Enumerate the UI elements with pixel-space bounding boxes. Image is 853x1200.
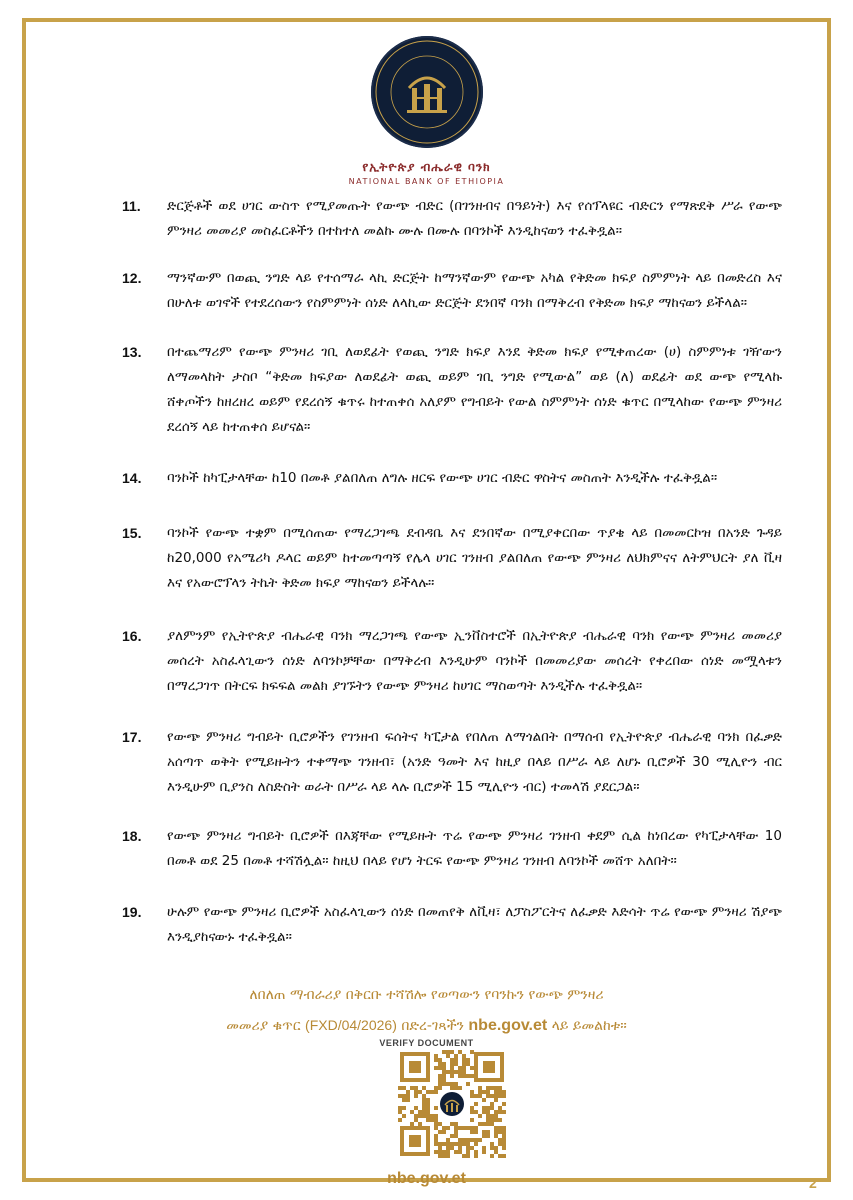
item-text: ያለምንም የኢትዮጵያ ብሔራዊ ባንክ ማረጋገጫ የውጭ ኢንቨስተሮች በኢትዮጵያ ብሔራዊ ባንክ የውጭ ምንዛሪ መመሪያ መሰረት አስፈላጊውን ሰነድ ለባንኮቻቸው በማቅረብ እንዲሁም ባንኮች በመመሪያው መሰረት የቀረበው ሰነድ መሟላቱን በማረጋገጥ በትርፍ ክፍፍል መልክ ያገኙትን የውጭ ምንዛሪ ከሀገር ማስወጣት እንዲችሉ ተፈቅዷል። bbox=[167, 628, 782, 694]
qr-code-icon bbox=[398, 1050, 506, 1158]
item-number: 17. bbox=[122, 729, 142, 745]
item-text: ሁሉም የውጭ ምንዛሪ ቢሮዎች አስፈላጊውን ሰነድ በመጠየቅ ለቪዛ፣ ለፓስፖርትና ለፈቃድ እድሳት ጥሬ የውጭ ምንዛሪ ሽያጭ እንዲያከናውኑ ተፈቅዷል። bbox=[167, 904, 782, 945]
item-number: 15. bbox=[122, 525, 142, 541]
footer-website[interactable]: nbe.gov.et bbox=[387, 1170, 466, 1187]
item-text: በተጨማሪም የውጭ ምንዛሪ ገቢ ለወደፊት የወጪ ንግድ ክፍያ እንደ ቅድመ ክፍያ የሚቀጠረው (ሀ) ስምምነቱ ገዥውን ለማመላከት ታስቦ “ቅድመ ክፍያው ለወደፊት ወጪ ወይም ገቢ ንግድ የሚውል” ወይ (ለ) ወደፊት ወደ ውጭ የሚላኩ ሸቀጦችን ከዘረዘረ ወይም የደረሰኝ ቁጥሩ ከተጠቀሰ አለያም የግብይት የውል ስምምነት ሰነድ ቁጥር በሚላከው የውጭ ምንዛሪ ደረሰኝ ላይ ከተጠቀሰ ይሆናል። bbox=[167, 344, 782, 435]
note-line-2 bbox=[26, 1010, 827, 1041]
bank-name-english: NATIONAL BANK OF ETHIOPIA bbox=[348, 177, 505, 186]
note-line-2-mid: በድረ-ገጻችን bbox=[401, 1018, 464, 1034]
website-link[interactable]: nbe.gov.et bbox=[468, 1017, 548, 1034]
list-item bbox=[122, 521, 782, 596]
list-item bbox=[122, 900, 782, 950]
bank-seal-logo bbox=[371, 36, 483, 148]
reference-note bbox=[26, 980, 827, 1041]
item-number: 14. bbox=[122, 470, 142, 486]
item-text: ባንኮች የውጭ ተቋም በሚሰጠው የማረጋገጫ ደብዳቤ እና ደንበኛው በሚያቀርበው ጥያቄ ላይ በመመርኮዝ በአንድ ጉዳይ ከ20,000 የአሜሪካ ዶላር ወይም ከተመጣጣኝ የሌላ ሀገር ገንዘብ ያልበለጠ የውጭ ምንዛሪ ለህክምናና ለትምህርት ያለ ቪዛ እና የአውሮፕላን ትኬት ቅድመ ክፍያ ማከናወን ይችላሉ። bbox=[167, 525, 782, 591]
note-line-2-pre: መመሪያ ቁጥር bbox=[226, 1018, 301, 1034]
list-item bbox=[122, 340, 782, 440]
bank-name-amharic: የኢትዮጵያ ብሔራዊ ባንክ bbox=[362, 160, 491, 174]
list-item bbox=[122, 725, 782, 800]
item-number: 18. bbox=[122, 828, 142, 844]
header bbox=[26, 36, 827, 186]
page-border bbox=[22, 18, 831, 1191]
directive-code: (FXD/04/2026) bbox=[305, 1017, 397, 1033]
item-text: ማንኛውም በወጪ ንግድ ላይ የተሰማራ ላኪ ድርጅት ከማንኛውም የውጭ አካል የቅድመ ክፍያ ስምምነት ላይ በመድረስ እና በሁለቱ ወገኖች የተደረሰውን የስምምነት ሰነድ ለላኪው ድርጅት ደንበኛ ባንክ በማቅረብ የቅድመ ክፍያ ማከናወን ይችላል። bbox=[167, 270, 782, 311]
verify-document-label: VERIFY DOCUMENT bbox=[379, 1038, 474, 1048]
list-item bbox=[122, 266, 782, 316]
list-item bbox=[122, 466, 782, 491]
item-number: 13. bbox=[122, 344, 142, 360]
directive-list bbox=[122, 194, 782, 975]
list-item bbox=[122, 824, 782, 874]
item-text: የውጭ ምንዛሪ ግብይት ቢሮዎች በእጃቸው የሚይዙት ጥሬ የውጭ ምንዛሪ ገንዘብ ቀደም ሲል ከነበረው የካፒታላቸው 10 በመቶ ወደ 25 በመቶ ተሻሽሏል። ከዚህ በላይ የሆነ ትርፍ የውጭ ምንዛሪ ገንዘብ ለባንኮች መሸጥ አለበት። bbox=[167, 828, 782, 869]
item-number: 16. bbox=[122, 628, 142, 644]
note-line-2-post: ላይ ይመልከቱ። bbox=[551, 1018, 627, 1034]
item-text: የውጭ ምንዛሪ ግብይት ቢሮዎችን የገንዘብ ፍሰትና ካፒታል የበለጠ ለማጎልበት በማሰብ የኢትዮጵያ ብሔራዊ ባንክ በፈቃድ አሰጣጥ ወቅት የሚይዙትን ተቀማጭ ገንዘብ፣ (አንድ ዓመት እና ከዚያ በላይ በሥራ ላይ ለሆኑ ቢሮዎች 30 ሚሊዮን ብር እንዲሁም ቢያንስ ለስድስት ወራት በሥራ ላይ ላሉ ቢሮዎች 15 ሚሊዮን ብር) ተመላሽ ያደርጋል። bbox=[167, 729, 782, 795]
item-number: 19. bbox=[122, 904, 142, 920]
item-number: 12. bbox=[122, 270, 142, 286]
list-item bbox=[122, 624, 782, 699]
item-number: 11. bbox=[122, 198, 141, 214]
note-line-1: ለበለጠ ማብራሪያ በቅርቡ ተሻሽሎ የወጣውን የባንኩን የውጭ ምንዛሪ bbox=[249, 987, 604, 1003]
qr-code[interactable] bbox=[398, 1050, 506, 1158]
page-number: 2 bbox=[809, 1175, 817, 1191]
list-item bbox=[122, 194, 782, 244]
item-text: ባንኮች ከካፒታላቸው ከ10 በመቶ ያልበለጠ ለግሉ ዘርፍ የውጭ ሀገር ብድር ዋስትና መስጠት እንዲችሉ ተፈቅዷል። bbox=[167, 470, 718, 486]
item-text: ድርጅቶች ወደ ሀገር ውስጥ የሚያመጡት የውጭ ብድር (በገንዘብና በዓይነት) እና የሰፕላዩር ብድርን የማጽደቅ ሥራ የውጭ ምንዛሪ መመሪያ መስፈርቶችን በተከተለ መልኩ ሙሉ በሙሉ በባንኮች እንዲከናወን ተፈቅዷል። bbox=[167, 198, 782, 239]
